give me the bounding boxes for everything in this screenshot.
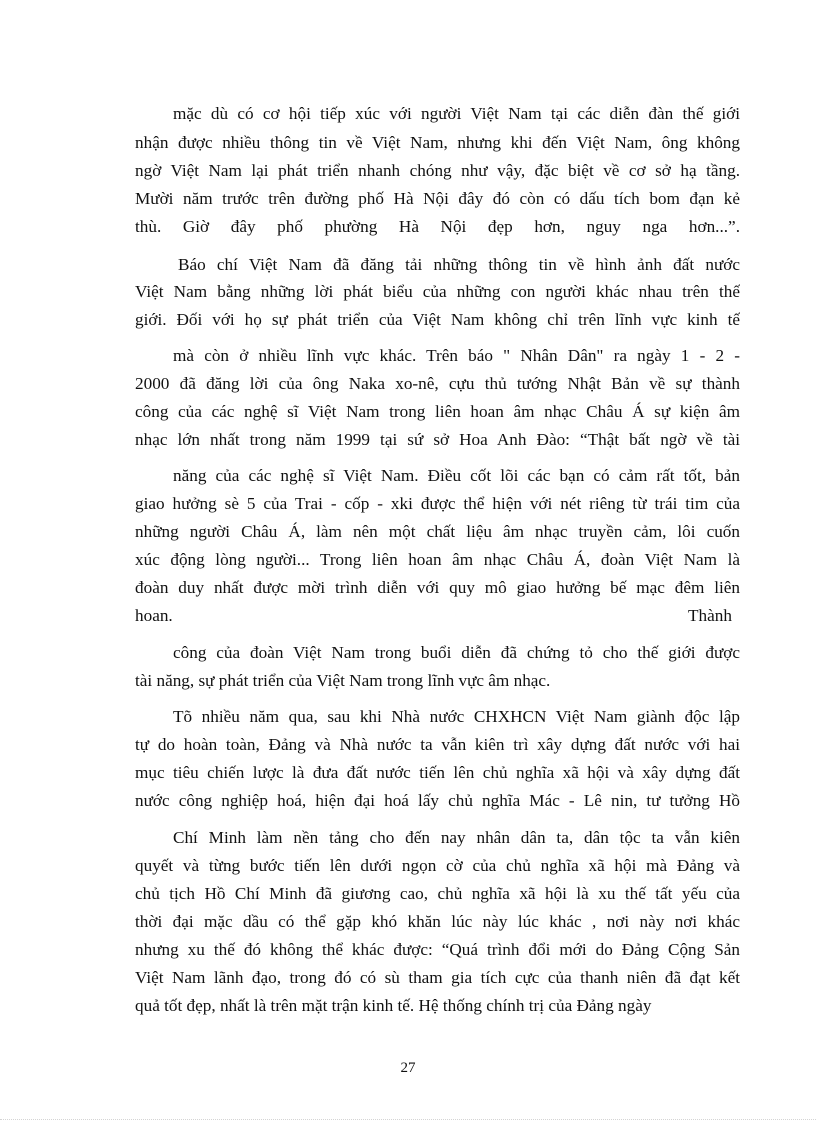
page-bottom-divider [0,1119,816,1120]
text-line: Việt Nam bằng những lời phát biểu của những con người khác nhau trên thế [135,282,740,301]
text-line: những người Châu Á, làm nên một chất liệu âm nhạc truyền cảm, lôi cuốn [135,522,740,541]
text-line: công của các nghệ sĩ Việt Nam trong liên hoan âm nhạc Châu Á sự kiện âm [135,402,740,421]
text-line: giới. Đối với họ sự phát triển của Việt Nam không chỉ trên lĩnh vực kinh tế [135,310,740,329]
text-line: mục tiêu chiến lược là đưa đất nước tiến lên chủ nghĩa xã hội và xây dựng đất [135,763,740,782]
text-line: Việt Nam lãnh đạo, trong đó có sù tham gia tích cực của thanh niên đã đạt kết [135,968,740,987]
text-line: quả tốt đẹp, nhất là trên mặt trận kinh tế. Hệ thống chính trị của Đảng ngày [135,996,652,1015]
text-line: nhận được nhiều thông tin về Việt Nam, nhưng khi đến Việt Nam, ông không [135,133,740,152]
text-line: xúc động lòng người... Trong liên hoan âm nhạc Châu Á, đoàn Việt Nam là [135,550,740,569]
text-line: thù. Giờ đây phố phường Hà Nội đẹp hơn, nguy nga hơn...”. [135,217,740,236]
text-line: nước công nghiệp hoá, hiện đại hoá lấy chủ nghĩa Mác - Lê nin, tư tưởng Hồ [135,791,740,810]
text-line: năng của các nghệ sĩ Việt Nam. Điều cốt lõi các bạn có cảm rất tốt, bản [173,466,740,485]
text-line: đoàn duy nhất được mời trình diễn với quy mô giao hưởng bế mạc đêm liên [135,578,740,597]
page-number: 27 [400,1060,416,1076]
text-line: Mười năm trước trên đường phố Hà Nội đây đó còn có dấu tích bom đạn kẻ [135,189,740,208]
text-line: mà còn ở nhiều lĩnh vực khác. Trên báo " Nhân Dân" ra ngày 1 - 2 - [173,346,740,365]
text-line: tài năng, sự phát triển của Việt Nam trong lĩnh vực âm nhạc. [135,671,551,690]
text-line: nhạc lớn nhất trong năm 1999 tại sứ sở Hoa Anh Đào: “Thật bất ngờ về tài [135,430,740,449]
text-line: quyết và từng bước tiến lên dưới ngọn cờ của chủ nghĩa xã hội mà Đảng và [135,856,740,875]
text-line: thời đại mặc dầu có thể gặp khó khăn lúc này lúc khác , nơi này nơi khác [135,912,740,931]
text-line: công của đoàn Việt Nam trong buổi diễn đã chứng tỏ cho thế giới được [173,643,740,662]
text-line: mặc dù có cơ hội tiếp xúc với người Việt Nam tại các diễn đàn thế giới [173,104,740,123]
text-line: nhưng xu thế đó không thể khác được: “Quá trình đổi mới do Đảng Cộng Sản [135,940,740,959]
text-line: Thành [688,606,732,625]
text-line: giao hưởng sè 5 của Trai - cốp - xki được thể hiện với nét riêng từ trái tim của [135,494,740,513]
text-line: ngờ Việt Nam lại phát triển nhanh chóng như vậy, đặc biệt về cơ sở hạ tầng. [135,161,740,180]
text-line: Chí Minh làm nền tảng cho đến nay nhân dân ta, dân tộc ta vẫn kiên [173,828,740,847]
text-line: tự do hoàn toàn, Đảng và Nhà nước ta vẫn kiên trì xây dựng đất nước với hai [135,735,740,754]
text-line: Tõ nhiều năm qua, sau khi Nhà nước CHXHCN Việt Nam giành độc lập [173,707,740,726]
text-line: chủ tịch Hồ Chí Minh đã giương cao, chủ nghĩa xã hội là xu thế tất yếu của [135,884,740,903]
text-line: Báo chí Việt Nam đã đăng tải những thông tin về hình ảnh đất nước [178,255,740,274]
text-line: 2000 đã đăng lời của ông Naka xo-nê, cựu thủ tướng Nhật Bản về sự thành [135,374,740,393]
text-line: hoan. [135,606,173,625]
